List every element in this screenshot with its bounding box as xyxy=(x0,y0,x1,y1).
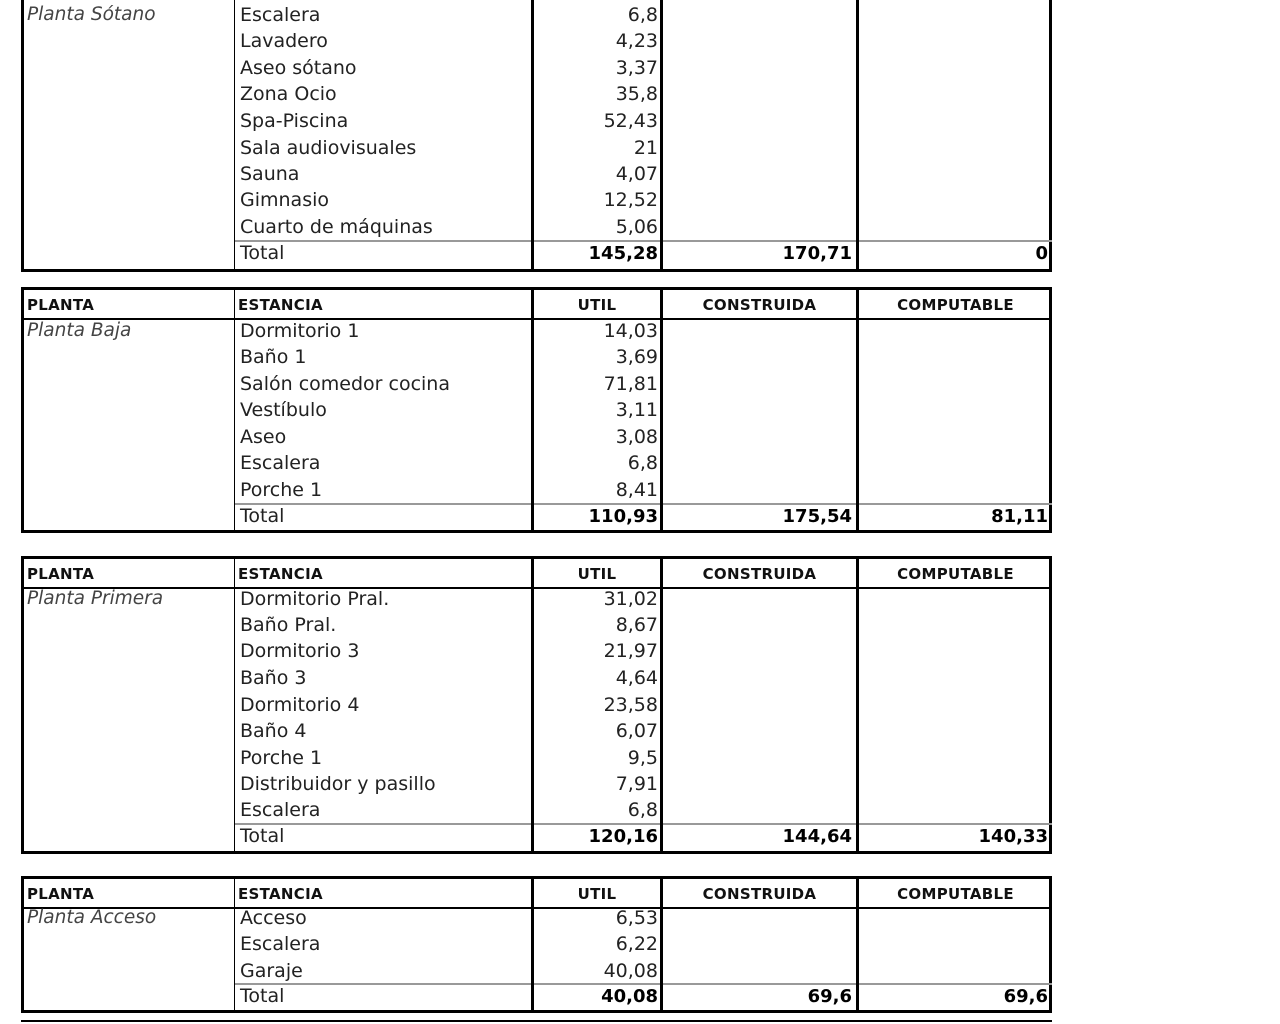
table-planta-acceso xyxy=(21,876,1052,1013)
total-computable: 69,6 xyxy=(1003,986,1048,1007)
planta-name: Planta Sótano xyxy=(27,4,156,25)
total-separator xyxy=(859,240,1052,242)
room-name: Sala audiovisuales xyxy=(240,137,417,159)
total-construida: 175,54 xyxy=(782,506,852,527)
util-value: 4,23 xyxy=(615,30,658,52)
room-name: Baño 1 xyxy=(240,346,307,368)
total-computable: 81,11 xyxy=(991,506,1048,527)
util-value: 7,91 xyxy=(615,773,658,795)
total-separator xyxy=(663,240,856,242)
total-computable: 0 xyxy=(1035,243,1048,264)
util-value: 12,52 xyxy=(603,189,658,211)
header-estancia: ESTANCIA xyxy=(238,565,323,583)
total-computable: 140,33 xyxy=(978,826,1048,847)
room-name: Escalera xyxy=(240,4,321,26)
header-computable: COMPUTABLE xyxy=(897,296,1014,314)
column-divider xyxy=(856,0,859,269)
util-value: 71,81 xyxy=(603,373,658,395)
room-name: Garaje xyxy=(240,960,303,982)
room-name: Dormitorio 1 xyxy=(240,320,360,342)
room-name: Baño 4 xyxy=(240,720,307,742)
util-value: 6,53 xyxy=(615,907,658,929)
total-construida: 170,71 xyxy=(782,243,852,264)
room-name: Baño Pral. xyxy=(240,614,337,636)
header-planta: PLANTA xyxy=(27,565,95,583)
header-planta: PLANTA xyxy=(27,885,95,903)
column-divider xyxy=(660,290,663,530)
total-separator xyxy=(859,983,1052,985)
room-name: Vestíbulo xyxy=(240,399,327,421)
util-value: 31,02 xyxy=(603,588,658,610)
planta-name: Planta Acceso xyxy=(27,907,157,928)
util-value: 3,69 xyxy=(615,346,658,368)
column-divider xyxy=(234,559,235,851)
room-name: Porche 1 xyxy=(240,479,323,501)
column-divider xyxy=(660,559,663,851)
util-value: 14,03 xyxy=(603,320,658,342)
room-name: Baño 3 xyxy=(240,667,307,689)
total-util: 110,93 xyxy=(588,506,658,527)
room-name: Acceso xyxy=(240,907,307,929)
total-separator xyxy=(859,823,1052,825)
util-value: 8,41 xyxy=(615,479,658,501)
room-name: Aseo sótano xyxy=(240,57,357,79)
table-header xyxy=(24,290,1049,320)
util-value: 3,08 xyxy=(615,426,658,448)
util-value: 5,06 xyxy=(615,216,658,238)
room-name: Escalera xyxy=(240,799,321,821)
total-separator xyxy=(663,503,856,505)
total-separator xyxy=(534,823,660,825)
table-planta-baja xyxy=(21,287,1052,533)
room-name: Spa-Piscina xyxy=(240,110,349,132)
util-value: 23,58 xyxy=(603,694,658,716)
table-planta-primera xyxy=(21,556,1052,854)
header-construida: CONSTRUIDA xyxy=(702,296,817,314)
room-name: Gimnasio xyxy=(240,189,329,211)
header-estancia: ESTANCIA xyxy=(238,296,323,314)
total-separator xyxy=(663,983,856,985)
total-label: Total xyxy=(240,985,285,1007)
room-name: Porche 1 xyxy=(240,747,323,769)
column-divider xyxy=(856,559,859,851)
table-header xyxy=(24,879,1049,909)
total-util: 40,08 xyxy=(601,986,658,1007)
room-name: Dormitorio Pral. xyxy=(240,588,390,610)
room-name: Aseo xyxy=(240,426,287,448)
total-separator xyxy=(534,240,660,242)
util-value: 9,5 xyxy=(627,747,658,769)
room-name: Zona Ocio xyxy=(240,83,337,105)
util-value: 21,97 xyxy=(603,640,658,662)
total-label: Total xyxy=(240,825,285,847)
util-value: 4,64 xyxy=(615,667,658,689)
util-value: 6,07 xyxy=(615,720,658,742)
util-value: 4,07 xyxy=(615,163,658,185)
total-construida: 69,6 xyxy=(807,986,852,1007)
total-util: 145,28 xyxy=(588,243,658,264)
next-table-edge xyxy=(21,1020,1052,1022)
total-separator xyxy=(859,503,1052,505)
room-name: Dormitorio 3 xyxy=(240,640,360,662)
room-name: Escalera xyxy=(240,933,321,955)
total-separator xyxy=(534,983,660,985)
util-value: 35,8 xyxy=(615,83,658,105)
header-construida: CONSTRUIDA xyxy=(702,565,817,583)
util-value: 6,22 xyxy=(615,933,658,955)
header-planta: PLANTA xyxy=(27,296,95,314)
room-name: Sauna xyxy=(240,163,300,185)
util-value: 40,08 xyxy=(603,960,658,982)
util-value: 3,37 xyxy=(615,57,658,79)
room-name: Lavadero xyxy=(240,30,328,52)
table-planta-sotano xyxy=(21,0,1052,272)
util-value: 52,43 xyxy=(603,110,658,132)
room-name: Dormitorio 4 xyxy=(240,694,360,716)
room-name: Escalera xyxy=(240,452,321,474)
util-value: 6,8 xyxy=(627,799,658,821)
total-separator xyxy=(534,503,660,505)
header-estancia: ESTANCIA xyxy=(238,885,323,903)
header-computable: COMPUTABLE xyxy=(897,885,1014,903)
column-divider xyxy=(234,0,235,269)
column-divider xyxy=(856,290,859,530)
planta-name: Planta Baja xyxy=(27,320,132,341)
total-label: Total xyxy=(240,242,285,264)
room-name: Cuarto de máquinas xyxy=(240,216,433,238)
room-name: Distribuidor y pasillo xyxy=(240,773,436,795)
planta-name: Planta Primera xyxy=(27,588,164,609)
total-separator xyxy=(663,823,856,825)
total-label: Total xyxy=(240,505,285,527)
room-name: Salón comedor cocina xyxy=(240,373,450,395)
total-construida: 144,64 xyxy=(782,826,852,847)
util-value: 8,67 xyxy=(615,614,658,636)
header-util: UTIL xyxy=(577,565,617,583)
column-divider xyxy=(234,879,235,1010)
util-value: 21 xyxy=(633,137,658,159)
util-value: 6,8 xyxy=(627,4,658,26)
header-construida: CONSTRUIDA xyxy=(702,885,817,903)
header-util: UTIL xyxy=(577,296,617,314)
total-util: 120,16 xyxy=(588,826,658,847)
util-value: 3,11 xyxy=(615,399,658,421)
column-divider xyxy=(234,290,235,530)
header-util: UTIL xyxy=(577,885,617,903)
header-computable: COMPUTABLE xyxy=(897,565,1014,583)
column-divider xyxy=(660,0,663,269)
util-value: 6,8 xyxy=(627,452,658,474)
table-header xyxy=(24,559,1049,589)
